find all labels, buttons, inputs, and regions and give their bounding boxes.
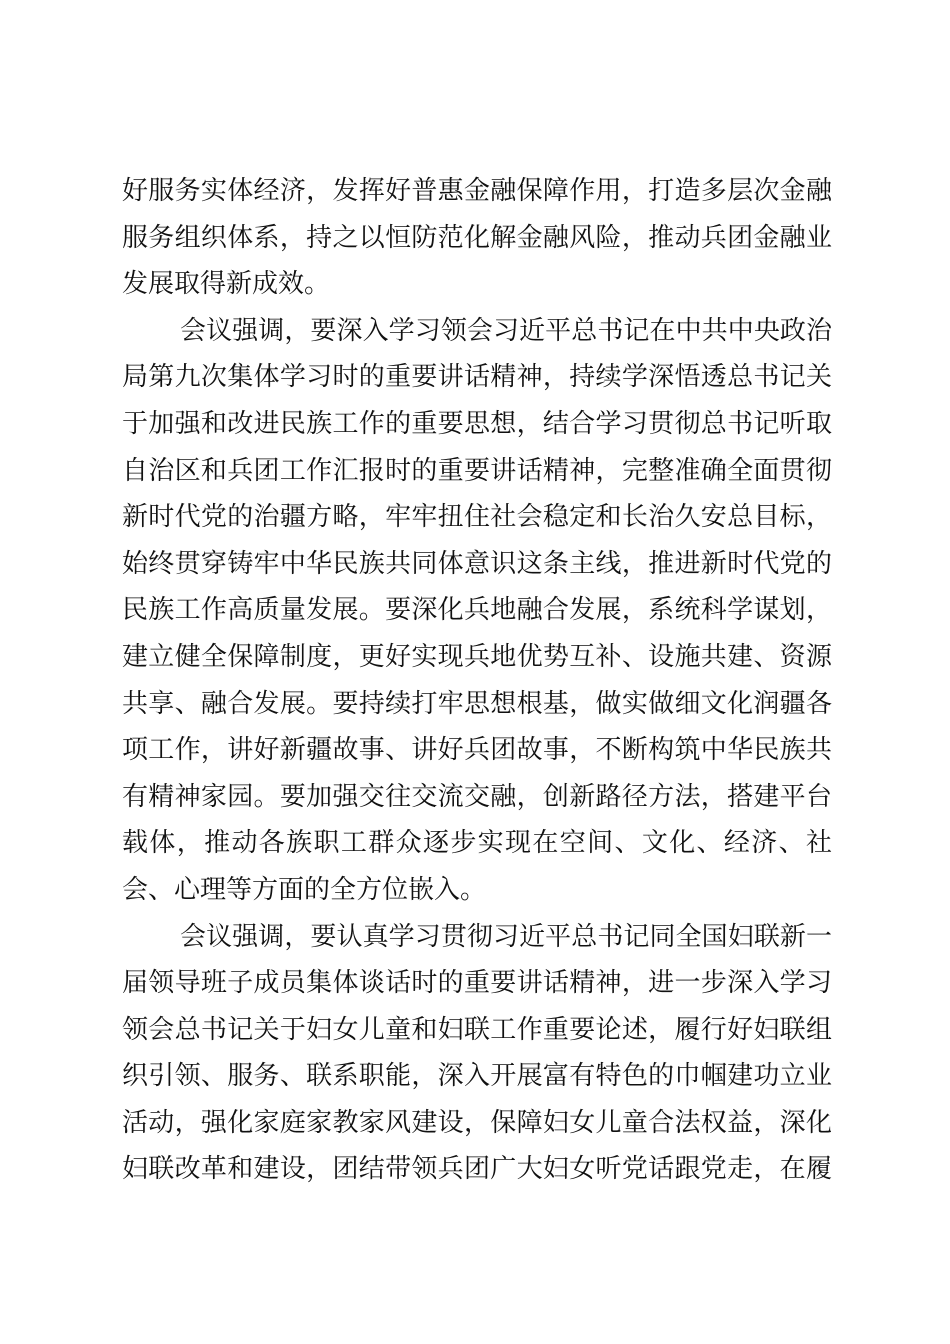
text-line: 服务组织体系，持之以恒防范化解金融风险，推动兵团金融业 [122, 222, 832, 253]
document-body [122, 168, 832, 1193]
text-line: 新时代党的治疆方略，牢牢扭住社会稳定和长治久安总目标， [122, 502, 832, 533]
text-line: 局第九次集体学习时的重要讲话精神，持续学深悟透总书记关 [122, 362, 832, 393]
text-line: 发展取得新成效。 [122, 269, 331, 300]
text-line: 建立健全保障制度，更好实现兵地优势互补、设施共建、资源 [122, 641, 832, 672]
text-line: 领会总书记关于妇女儿童和妇联工作重要论述，履行好妇联组 [122, 1014, 832, 1045]
text-line: 共享、融合发展。要持续打牢思想根基，做实做细文化润疆各 [122, 688, 832, 719]
text-line: 届领导班子成员集体谈话时的重要讲话精神，进一步深入学习 [122, 968, 832, 999]
text-line: 织引领、服务、联系职能，深入开展富有特色的巾帼建功立业 [122, 1061, 832, 1092]
text-line: 载体，推动各族职工群众逐步实现在空间、文化、经济、社 [122, 828, 832, 859]
paragraph-2 [122, 308, 832, 914]
text-line: 会议强调，要认真学习贯彻习近平总书记同全国妇联新一 [180, 921, 832, 952]
text-line: 妇联改革和建设，团结带领兵团广大妇女听党话跟党走，在履 [122, 1154, 832, 1185]
text-line: 民族工作高质量发展。要深化兵地融合发展，系统科学谋划， [122, 595, 832, 626]
text-line: 自治区和兵团工作汇报时的重要讲话精神，完整准确全面贯彻 [122, 455, 832, 486]
text-line: 于加强和改进民族工作的重要思想，结合学习贯彻总书记听取 [122, 408, 832, 439]
text-line: 有精神家园。要加强交往交流交融，创新路径方法，搭建平台 [122, 781, 832, 812]
paragraph-1 [122, 168, 832, 308]
text-line: 会议强调，要深入学习领会习近平总书记在中共中央政治 [180, 315, 832, 346]
text-line: 始终贯穿铸牢中华民族共同体意识这条主线，推进新时代党的 [122, 548, 832, 579]
text-line: 会、心理等方面的全方位嵌入。 [122, 874, 487, 905]
text-line: 好服务实体经济，发挥好普惠金融保障作用，打造多层次金融 [122, 176, 832, 206]
text-line: 项工作，讲好新疆故事、讲好兵团故事，不断构筑中华民族共 [122, 735, 832, 766]
paragraph-3 [122, 914, 832, 1194]
text-line: 活动，强化家庭家教家风建设，保障妇女儿童合法权益，深化 [122, 1107, 832, 1138]
